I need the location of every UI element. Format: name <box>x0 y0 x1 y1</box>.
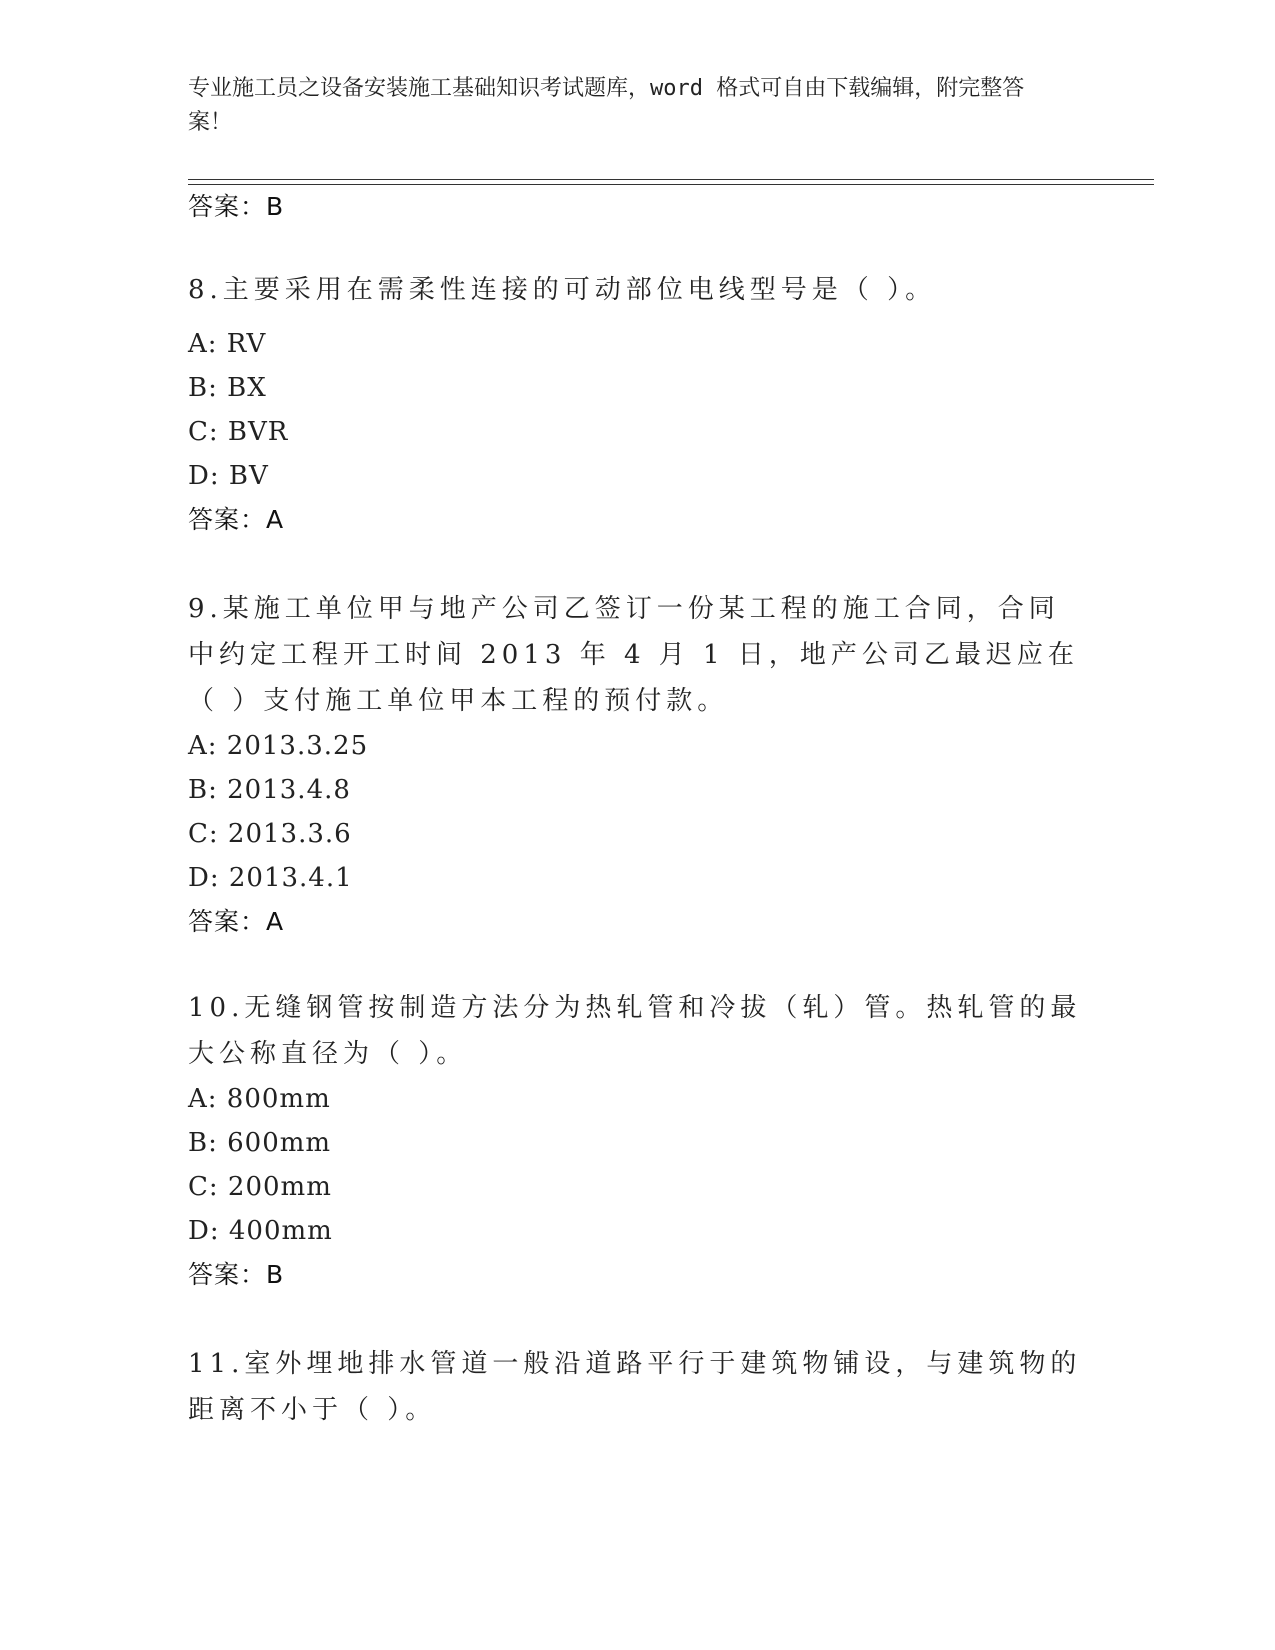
question-8-option-b: B: BX <box>188 373 267 403</box>
question-9-option-b: B: 2013.4.8 <box>188 775 351 805</box>
question-9-option-a: A: 2013.3.25 <box>188 731 369 761</box>
question-9-text: 9.某施工单位甲与地产公司乙签订一份某工程的施工合同，合同中约定工程开工时间 2013 年 4 月 1 日，地产公司乙最迟应在（ ）支付施工单位甲本工程的预付款。 <box>188 594 1079 716</box>
question-10-option-b: B: 600mm <box>188 1128 332 1158</box>
question-10-option-c: C: 200mm <box>188 1172 332 1202</box>
question-9-answer: 答案：A <box>188 907 285 936</box>
question-8-option-d: D: BV <box>188 461 269 491</box>
question-8-text: 8.主要采用在需柔性连接的可动部位电线型号是（ ）。 <box>188 275 937 305</box>
answer-previous: 答案：B <box>188 192 285 221</box>
question-10-text: 10.无缝钢管按制造方法分为热轧管和冷拔（轧）管。热轧管的最大公称直径为（ ）。 <box>188 993 1082 1069</box>
question-10-option-d: D: 400mm <box>188 1216 333 1246</box>
header-divider-bottom <box>188 184 1154 185</box>
question-8-option-c: C: BVR <box>188 417 289 447</box>
question-10-answer: 答案：B <box>188 1260 285 1289</box>
question-9-option-d: D: 2013.4.1 <box>188 863 353 893</box>
question-11-text: 11.室外埋地排水管道一般沿道路平行于建筑物铺设，与建筑物的距离不小于（ ）。 <box>188 1349 1082 1425</box>
document-header: 专业施工员之设备安装施工基础知识考试题库，word 格式可自由下载编辑，附完整答案！ <box>188 76 1025 135</box>
question-8-answer: 答案：A <box>188 505 285 534</box>
question-9-option-c: C: 2013.3.6 <box>188 819 352 849</box>
header-divider-top <box>188 179 1154 180</box>
question-8-option-a: A: RV <box>188 329 267 359</box>
question-10-option-a: A: 800mm <box>188 1084 331 1114</box>
